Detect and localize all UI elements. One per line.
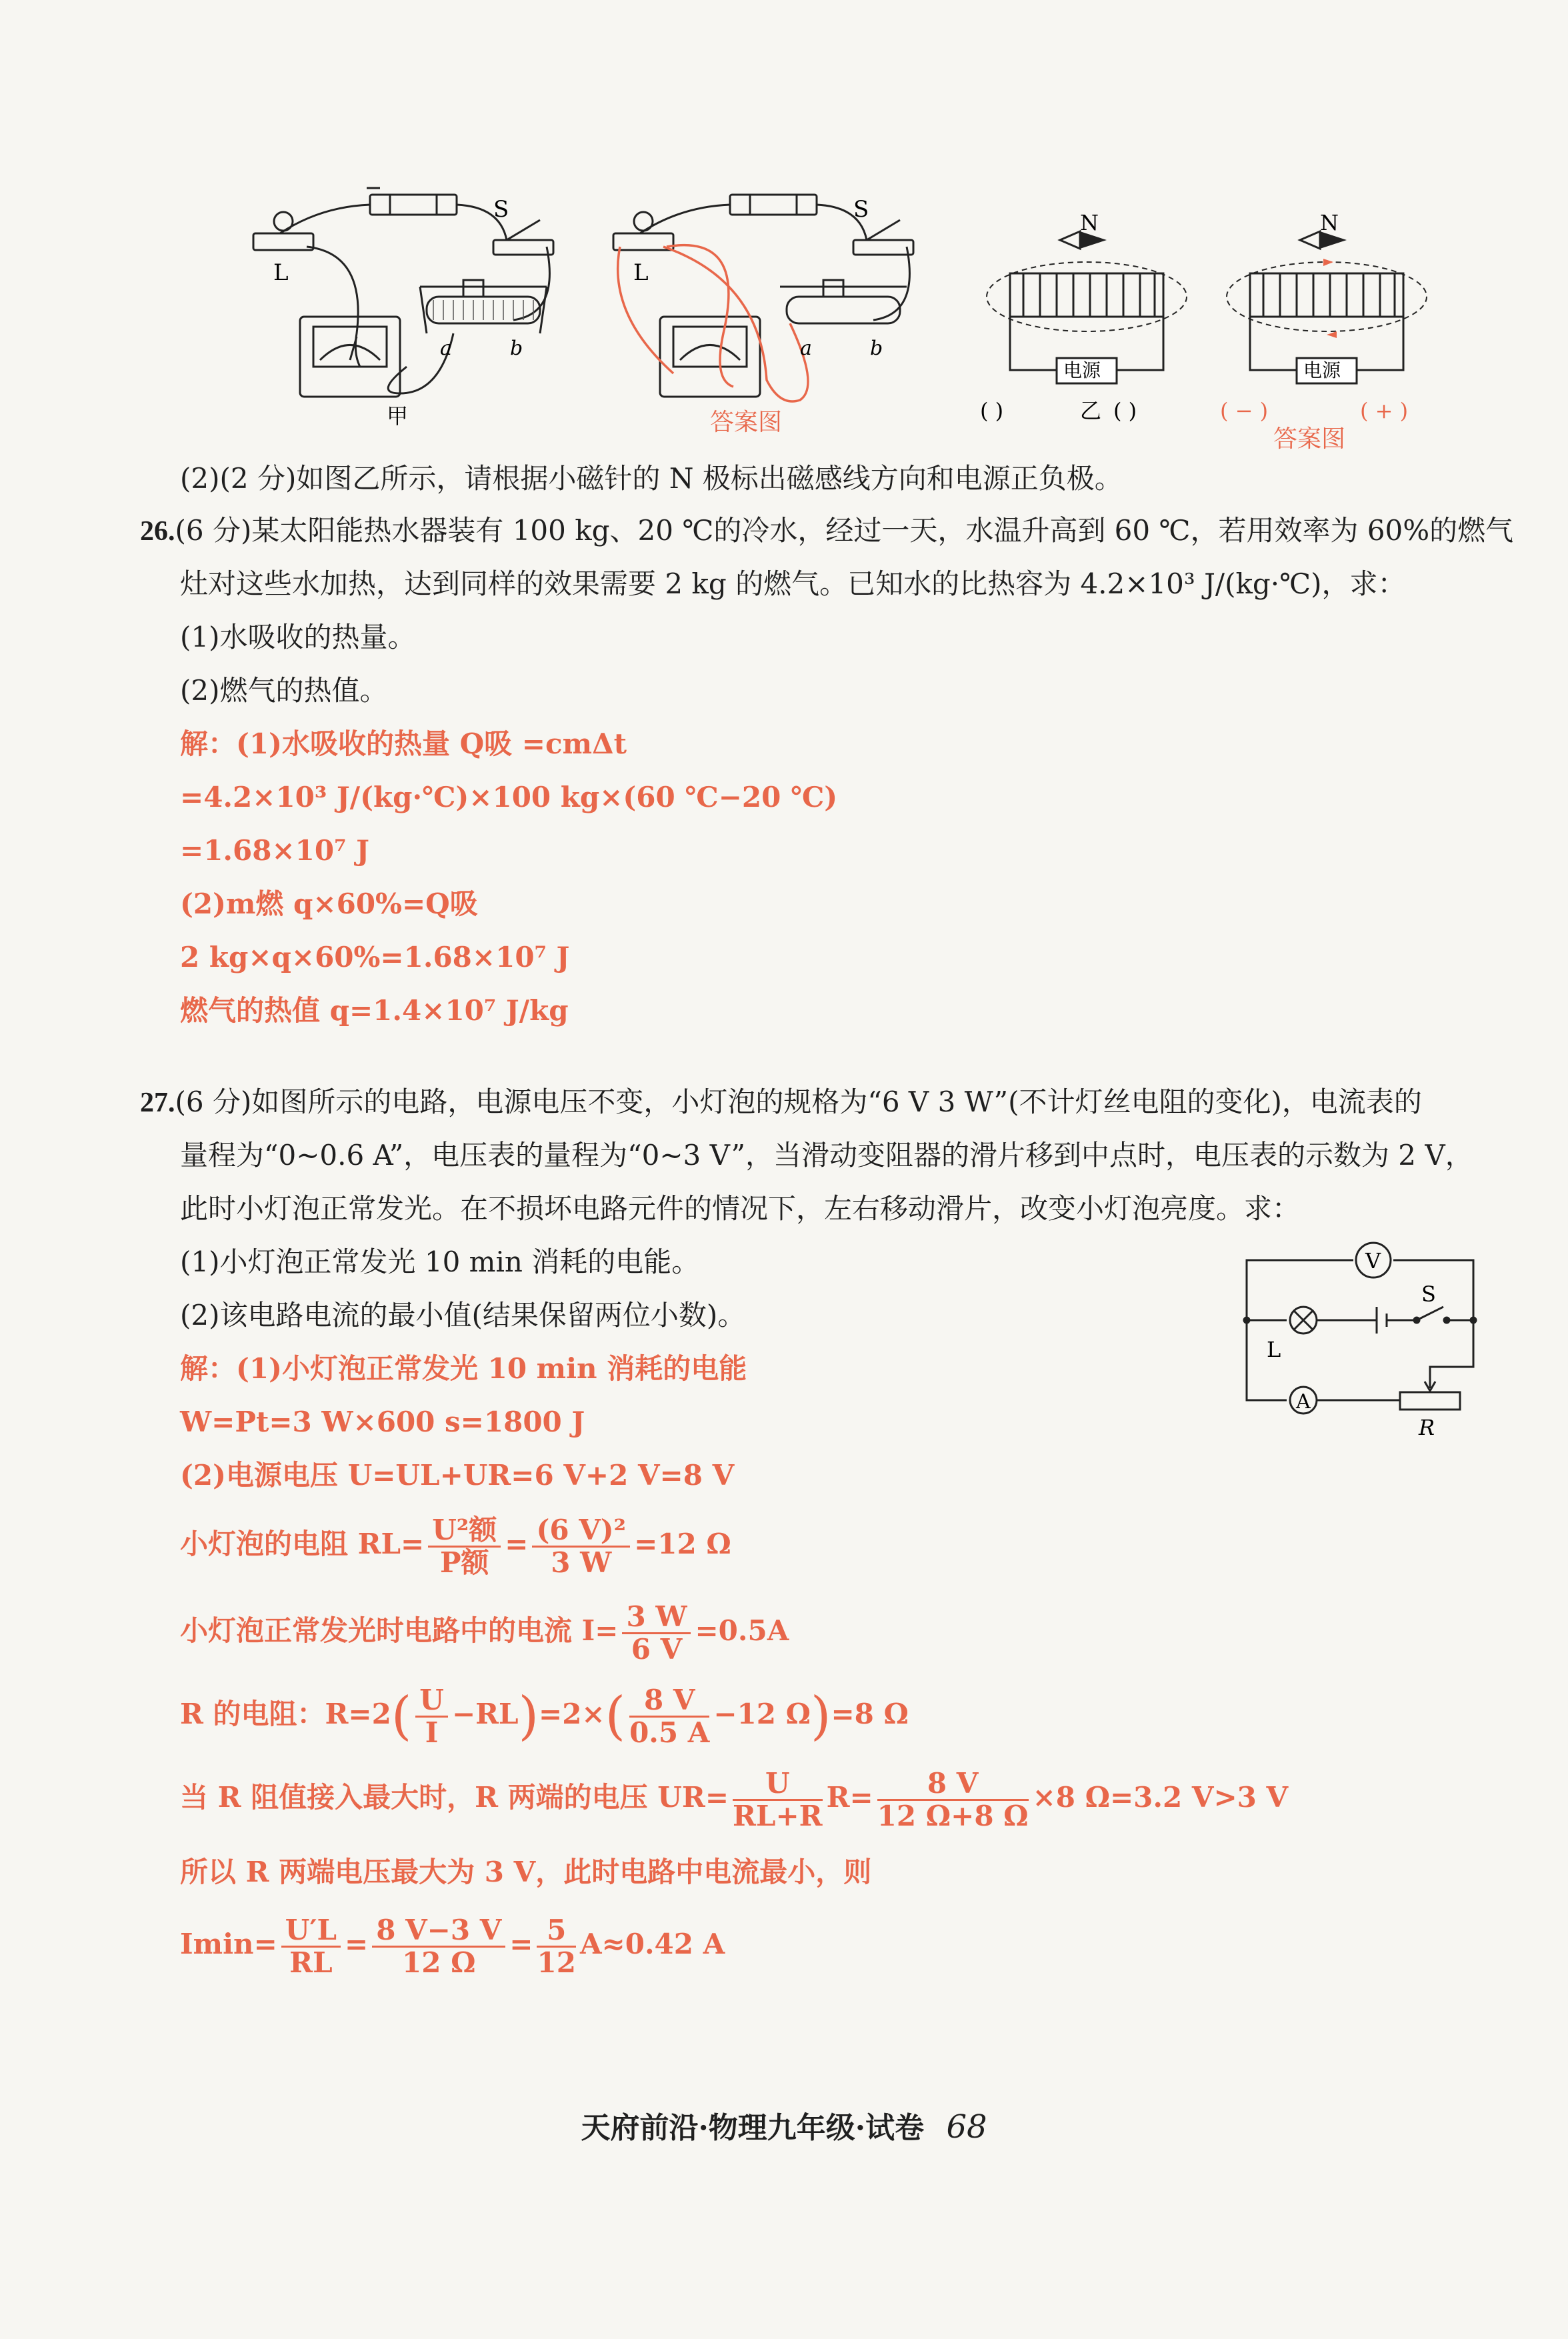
q27-answer-9: Imin= $\frac{U'L}{RL}$ = $\frac{8 V-3 V}{12 \Omega}$ = $\frac{5}{12}$ A≈0.42 A [180, 1913, 725, 1979]
q27-answer-5: 小灯泡正常发光时电路中的电流 I= $\frac{3 W}{6 V}$ =0.5A [180, 1600, 789, 1666]
q27-stem-3: 此时小灯泡正常发光。在不损坏电路元件的情况下，左右移动滑片，改变小灯泡亮度。求： [180, 1192, 1301, 1225]
figure-caption-jia: 甲 [387, 403, 409, 427]
q26-answer-3: =1.68×10⁷ J [180, 834, 370, 867]
label-N: N [1080, 210, 1099, 235]
supply-label: 电源 [1303, 359, 1341, 381]
q27-answer-8: 所以 R 两端电压最大为 3 V，此时电路中电流最小，则 [180, 1856, 872, 1888]
q26-answer-6: 燃气的热值 q=1.4×10⁷ J/kg [180, 994, 569, 1027]
q26-stem-2: 灶对这些水加热，达到同样的效果需要 2 kg 的燃气。已知水的比热容为 4.2×10³ J/(kg·℃)，求： [180, 567, 1406, 600]
switch-label: S [1421, 1282, 1436, 1307]
label-S: S [853, 196, 869, 223]
pole-right-answer: ( + ) [1360, 398, 1409, 423]
label-L: L [633, 259, 649, 286]
q27-question-1: (1)小灯泡正常发光 10 min 消耗的电能。 [180, 1246, 700, 1278]
figure-answer-solenoid [1220, 210, 1433, 457]
figure-yi-solenoid [980, 210, 1193, 443]
label-N: N [1320, 210, 1339, 235]
q27-number: 27. [140, 1087, 175, 1118]
footer-text: 天府前沿·物理九年级·试卷 [581, 2111, 925, 2145]
ammeter-label: A [1296, 1390, 1311, 1414]
q26-stem-1: (6 分)某太阳能热水器装有 100 kg、20 ℃的冷水，经过一天，水温升高到 60 ℃，若用效率为 60%的燃气 [175, 514, 1514, 547]
label-a: a [440, 337, 452, 360]
supply-label: 电源 [1063, 359, 1101, 381]
pole-left: ( ) [980, 398, 1004, 423]
q27-answer-4: 小灯泡的电阻 RL= $\frac{\text{U²额}}{\text{P额}}$ = $\frac{\text{(6 V)²}}{3 W}$ =12 Ω [180, 1513, 731, 1579]
page-number: 68 [946, 2108, 987, 2146]
figure-answer-circuit [600, 180, 920, 440]
q26-question-2: (2)燃气的热值。 [180, 674, 388, 707]
q27-answer-3: (2)电源电压 U=UL+UR=6 V+2 V=8 V [180, 1459, 735, 1492]
q27-answer-2: W=Pt=3 W×600 s=1800 J [180, 1406, 585, 1438]
page-footer [0, 2104, 1568, 2146]
label-b: b [510, 337, 523, 360]
q26-answer-5: 2 kg×q×60%=1.68×10⁷ J [180, 941, 570, 973]
figure-caption-answer: 答案图 [710, 409, 783, 436]
rheostat-label: R [1419, 1415, 1435, 1440]
q26-answer-4: (2)m燃 q×60%=Q吸 [180, 887, 478, 920]
figure-caption-yi: 乙 [1080, 398, 1102, 423]
q27-answer-1: 解：(1)小灯泡正常发光 10 min 消耗的电能 [180, 1352, 747, 1385]
q26-question-1: (1)水吸收的热量。 [180, 621, 416, 653]
q26-number: 26. [140, 516, 175, 547]
q25-part2: (2)(2 分)如图乙所示，请根据小磁针的 N 极标出磁感线方向和电源正负极。 [180, 462, 1123, 495]
q26-answer-1: 解：(1)水吸收的热量 Q吸 =cmΔt [180, 727, 627, 760]
label-L: L [273, 259, 289, 286]
q26-answer-2: =4.2×10³ J/(kg·℃)×100 kg×(60 ℃−20 ℃) [180, 781, 838, 813]
q27-answer-6: R 的电阻：R=2( $\frac{U}{I}$ −RL)=2×( $\frac{8 V}{0.5 A}$ −12 Ω)=8 Ω [180, 1683, 909, 1749]
pole-right: ( ) [1113, 398, 1137, 423]
figure-jia-circuit [240, 180, 560, 427]
pole-left-answer: ( − ) [1220, 398, 1269, 423]
q27-question-2: (2)该电路电流的最小值(结果保留两位小数)。 [180, 1299, 746, 1332]
label-a: a [800, 337, 812, 360]
q27-stem-2: 量程为“0~0.6 A”，电压表的量程为“0~3 V”，当滑动变阻器的滑片移到中点时，电压表的示数为 2 V， [180, 1139, 1473, 1172]
voltmeter-label: V [1365, 1248, 1381, 1274]
figure-caption-answer: 答案图 [1273, 425, 1346, 453]
q27-answer-7: 当 R 阻值接入最大时，R 两端的电压 UR= $\frac{U}{RL+R}$ R= $\frac{8 V}{12 \Omega+8 \Omega}$ ×8 Ω=3.2 V>3 V [180, 1766, 1289, 1832]
q27-circuit-diagram [1240, 1240, 1493, 1440]
q27-stem-1: (6 分)如图所示的电路，电源电压不变，小灯泡的规格为“6 V 3 W”(不计灯丝电阻的变化)，电流表的 [175, 1085, 1422, 1118]
lamp-label: L [1267, 1337, 1281, 1362]
label-b: b [870, 337, 883, 360]
label-S: S [493, 196, 509, 223]
